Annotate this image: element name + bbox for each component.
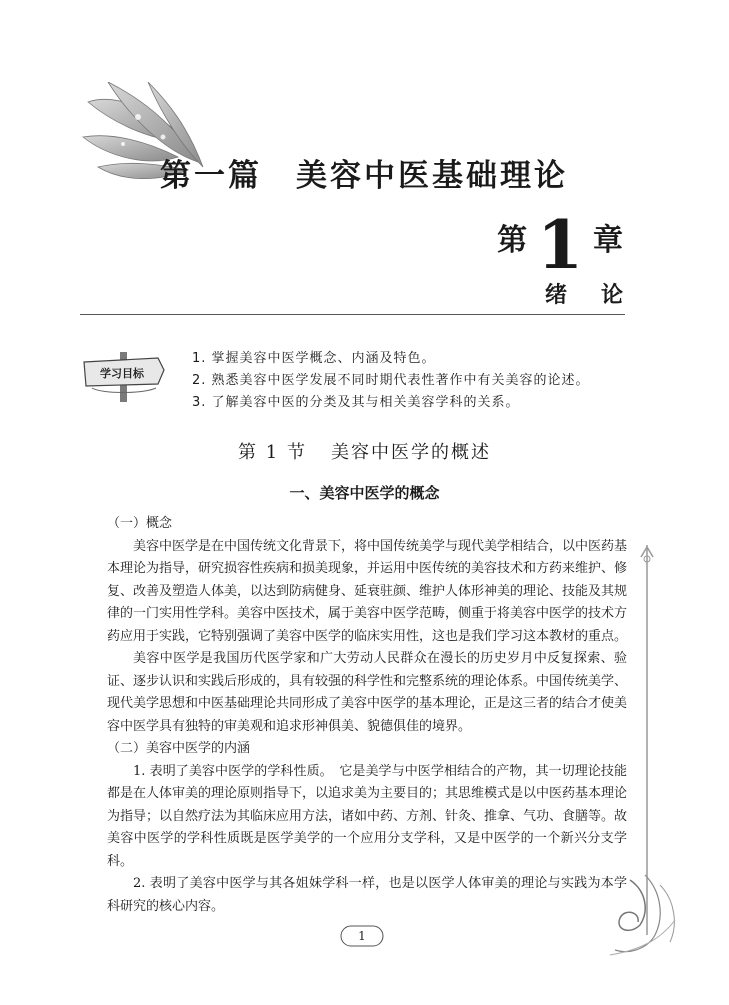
goal-item: 1. 掌握美容中医学概念、内涵及特色。 bbox=[192, 351, 436, 366]
subsection-title: 一、美容中医学的概念 bbox=[289, 484, 440, 502]
part-label: 第一篇 bbox=[160, 158, 262, 194]
paragraph: 美容中医学是我国历代医学家和广大劳动人民群众在漫长的历史岁月中反复探索、验证、逐步认识和实践后形成的，具有较强的科学性和完整系统的理论体系。中国传统美学、现代美学思想和中医基础理论共同形成了美容中医学的基本理论，正是这三者的结合才使美容中医学具有独特的审美观和追求形神俱美、貌德俱佳的境界。 bbox=[107, 651, 628, 734]
divider bbox=[80, 314, 625, 315]
section-name: 美容中医学的概述 bbox=[330, 442, 491, 463]
chapter-number bbox=[497, 206, 623, 284]
section-title bbox=[0, 438, 729, 464]
paragraph: 美容中医学是在中国传统文化背景下，将中国传统美学与现代美学相结合，以中医药基本理论为指导，研究损容性疾病和损美现象，并运用中医传统的美容技术和方药来维护、修复、改善及塑造人体美，以达到防病健身、延衰驻颜、维护人体形神美的理论、技能及其规律的一门实用性学科。美容中医技术，属于美容中医学范畴，侧重于将美容中医学的技术方药应用于实践，它特别强调了美容中医学的临床实用性，这也是我们学习这本教材的重点。 bbox=[107, 538, 628, 644]
paragraph: 1. 表明了美容中医学的学科性质。 它是美学与中医学相结合的产物，其一切理论技能都是在人体审美的理论原则指导下，以追求美为主要目的；其思维模式是以中医药基本理论为指导；以自然疗法为其临床应用方法，诸如中药、方剂、针灸、推拿、气功、食膳等。故美容中医学的学科性质既是医学美学的一个应用分支学科，又是中医学的一个新兴分支学科。 bbox=[107, 763, 628, 869]
page-number-text: 1 bbox=[358, 929, 366, 943]
goal-item: 3. 了解美容中医的分类及其与相关美容学科的关系。 bbox=[192, 395, 520, 410]
learning-goals-badge bbox=[82, 350, 166, 402]
chapter-prefix: 第 bbox=[497, 223, 528, 258]
paragraph: 2. 表明了美容中医学与其各姐妹学科一样，也是以医学人体审美的理论与实践为本学科研究的核心内容。 bbox=[107, 876, 627, 914]
chapter-digit: 1 bbox=[537, 206, 583, 284]
part-name: 美容中医基础理论 bbox=[296, 158, 568, 194]
heading-connotation: （二）美容中医学的内涵 bbox=[107, 741, 251, 756]
signpost-icon bbox=[82, 350, 166, 402]
body-text bbox=[107, 513, 627, 918]
heading-concept: （一）概念 bbox=[107, 516, 173, 531]
chapter-suffix: 章 bbox=[593, 223, 623, 258]
section-label: 第 1 节 bbox=[238, 442, 307, 463]
corner-decoration bbox=[600, 870, 690, 960]
part-title bbox=[160, 150, 580, 195]
learning-goals-list bbox=[192, 348, 590, 414]
goal-item: 2. 熟悉美容中医学发展不同时期代表性著作中有关美容的论述。 bbox=[192, 373, 590, 388]
chapter-title: 绪论 bbox=[544, 282, 657, 308]
badge-label: 学习目标 bbox=[100, 367, 144, 380]
page-number bbox=[340, 925, 384, 947]
